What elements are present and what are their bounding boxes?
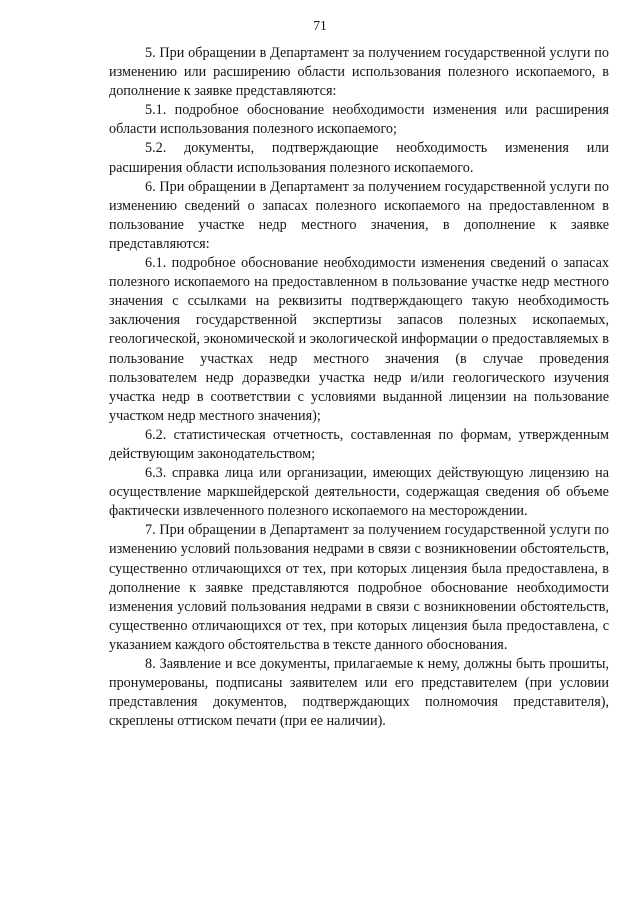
- document-body: [109, 44, 609, 731]
- paragraph-7: 7. При обращении в Департамент за получением государственной услуги по изменению условий пользования недрами в связи с возникновении обстоятельств, существенно отличающихся от тех, при которых лицензия была предоставлена, в дополнение к заявке представляются подробное обоснование необходимости изменения условий пользования недрами в связи с возникновении обстоятельств, существенно отличающихся от тех, при которых лицензия была предоставлена, с указанием каждого обстоятельства в тексте данного обоснования.: [109, 522, 609, 653]
- paragraph-5: 5. При обращении в Департамент за получением государственной услуги по изменению или расширению области использования полезного ископаемого, в дополнение к заявке представляются:: [109, 45, 609, 100]
- paragraph-6-1: 6.1. подробное обоснование необходимости изменения сведений о запасах полезного ископаемого на предоставленном в пользование участке недр местного значения с ссылками на реквизиты подтверждающего такую необходимость заключения государственной экспертизы запасов полезных ископаемых, геологической, экономической и экологической информации о предоставляемых в пользование участках недр местного значения (в случае проведения пользователем недр доразведки участка недр и/или геологического изучения участка недр в соответствии с условиями выданной лицензии на пользование участком недр местного значения);: [109, 255, 609, 424]
- paragraph-6-2: 6.2. статистическая отчетность, составленная по формам, утвержденным действующим законодательством;: [109, 426, 609, 462]
- paragraph-8: 8. Заявление и все документы, прилагаемые к нему, должны быть прошиты, пронумерованы, подписаны заявителем или его представителем (при условии представления документов, подтверждающих полномочия представителя), скреплены оттиском печати (при ее наличии).: [109, 656, 609, 730]
- paragraph-6-3: 6.3. справка лица или организации, имеющих действующую лицензию на осуществление маркшейдерской деятельности, содержащая сведения об объеме фактически извлеченного полезного ископаемого на месторождении.: [109, 465, 609, 520]
- paragraph-5-1: 5.1. подробное обоснование необходимости изменения или расширения области использования полезного ископаемого;: [109, 102, 609, 138]
- paragraph-6: 6. При обращении в Департамент за получением государственной услуги по изменению сведений о запасах полезного ископаемого на предоставленном в пользование участке недр местного значения, в дополнение к заявке представляются:: [109, 178, 609, 252]
- paragraph-5-2: 5.2. документы, подтверждающие необходимость изменения или расширения области использования полезного ископаемого.: [109, 140, 609, 176]
- page-number: 71: [313, 18, 327, 33]
